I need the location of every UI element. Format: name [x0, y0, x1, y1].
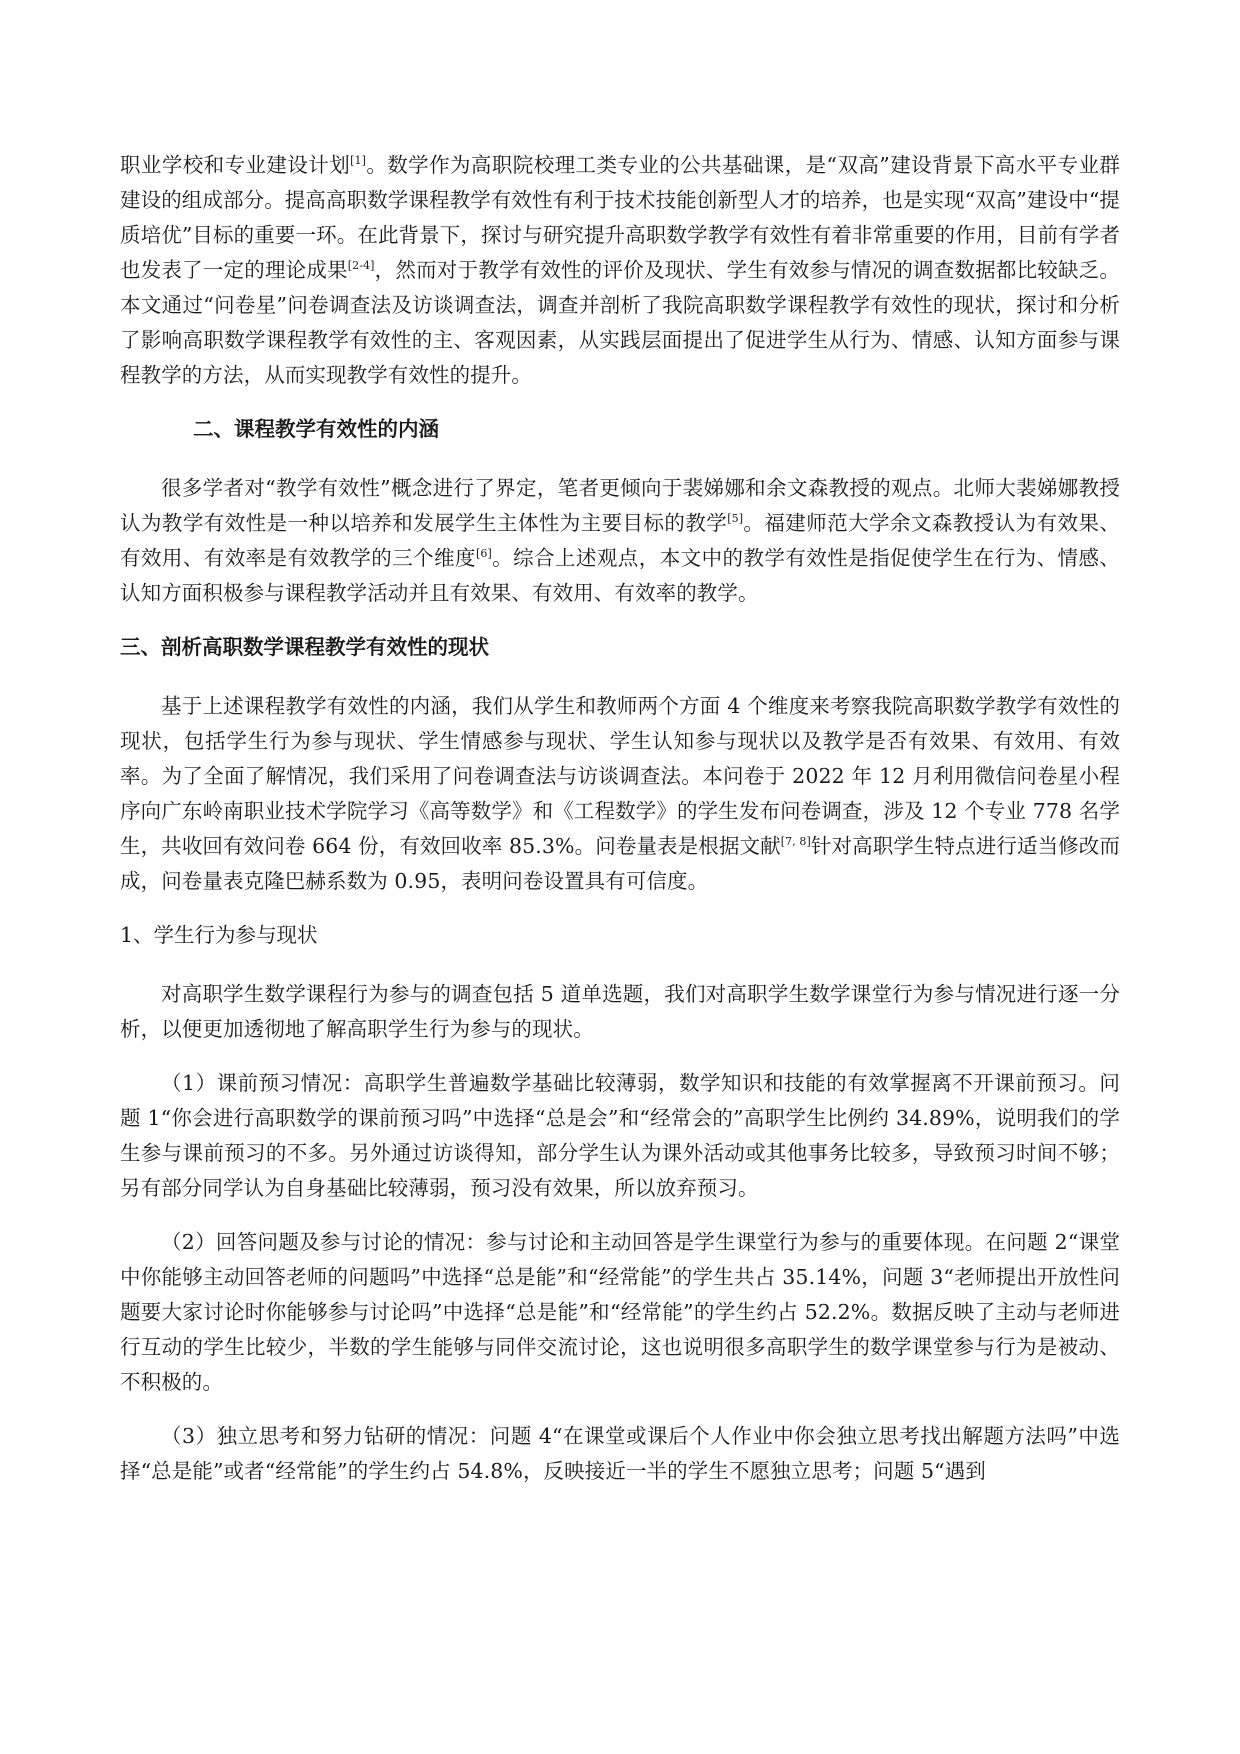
citation[interactable]: [1]	[350, 154, 367, 168]
paper-page	[120, 148, 1120, 1508]
section-heading-3: 三、剖析高职数学课程教学有效性的现状	[120, 635, 489, 659]
text-run: 。福建师范大学余文森教授认为有效果、有效用、有效率是有效教学的三个维度	[120, 511, 1120, 570]
section2-paragraph	[120, 471, 1120, 611]
text-run: 很多学者对“教学有效性”概念进行了界定，笔者更倾向于裴娣娜和余文森教授的观点。北师大裴娣娜教授认为教学有效性是一种以培养和发展学生主体性为主要目标的教学	[120, 476, 1120, 535]
text-run: 。综合上述观点，本文中的教学有效性是指促使学生在行为、情感、认知方面积极参与课程教学活动并且有效果、有效用、有效率的教学。	[120, 546, 1120, 605]
section-heading-2: 二、课程教学有效性的内涵	[193, 417, 439, 441]
citation[interactable]: [7, 8]	[780, 835, 811, 849]
item-3-paragraph: （3）独立思考和努力钻研的情况：问题 4“在课堂或课后个人作业中你会独立思考找出解题方法吗”中选择“总是能”或者“经常能”的学生约占 54.8%，反映接近一半的学生不愿独立思考；问题 5“遇到	[120, 1424, 1120, 1483]
subsection1-intro: 对高职学生数学课程行为参与的调查包括 5 道单选题，我们对高职学生数学课堂行为参与情况进行逐一分析，以便更加透彻地了解高职学生行为参与的现状。	[120, 982, 1120, 1041]
item-1-paragraph: （1）课前预习情况：高职学生普遍数学基础比较薄弱，数学知识和技能的有效掌握离不开课前预习。问题 1“你会进行高职数学的课前预习吗”中选择“总是会”和“经常会的”高职学生比例约 34.89%，说明我们的学生参与课前预习的不多。另外通过访谈得知，部分学生认为课外活动或其他事务比较多，导致预习时间不够；另有部分同学认为自身基础比较薄弱，预习没有效果，所以放弃预习。	[120, 1071, 1120, 1200]
section3-paragraph	[120, 689, 1120, 899]
citation[interactable]: [5]	[727, 512, 744, 526]
intro-paragraph	[120, 148, 1120, 393]
text-run: 基于上述课程教学有效性的内涵，我们从学生和教师两个方面 4 个维度来考察我院高职数学教学有效性的现状，包括学生行为参与现状、学生情感参与现状、学生认知参与现状以及教学是否有效果、有效用、有效率。为了全面了解情况，我们采用了问卷调查法与访谈调查法。本问卷于 2022 年 12 月利用微信问卷星小程序向广东岭南职业技术学院学习《高等数学》和《工程数学》的学生发布问卷调查，涉及 12 个专业 778 名学生，共收回有效问卷 664 份，有效回收率 85.3%。问卷量表是根据文献	[120, 694, 1120, 858]
citation[interactable]: [2-4]	[347, 259, 375, 273]
text-run: 。数学作为高职院校理工类专业的公共基础课，是“双高”建设背景下高水平专业群建设的组成部分。提高高职数学课程教学有效性有利于技术技能创新型人才的培养，也是实现“双高”建设中“提质培优”目标的重要一环。在此背景下，探讨与研究提升高职数学教学有效性有着非常重要的作用，目前有学者也发表了一定的理论成果	[120, 153, 1120, 282]
citation[interactable]: [6]	[475, 547, 492, 561]
text-run: 职业学校和专业建设计划	[120, 153, 351, 177]
text-run: 针对高职学生特点进行适当修改而成，问卷量表克隆巴赫系数为 0.95，表明问卷设置具有可信度。	[120, 834, 1120, 893]
item-2-paragraph: （2）回答问题及参与讨论的情况：参与讨论和主动回答是学生课堂行为参与的重要体现。在问题 2“课堂中你能够主动回答老师的问题吗”中选择“总是能”和“经常能”的学生共占 35.14%，问题 3“老师提出开放性问题要大家讨论时你能够参与讨论吗”中选择“总是能”和“经常能”的学生约占 52.2%。数据反映了主动与老师进行互动的学生比较少，半数的学生能够与同伴交流讨论，这也说明很多高职学生的数学课堂参与行为是被动、不积极的。	[120, 1230, 1120, 1394]
subsection-heading-1: 1、学生行为参与现状	[120, 923, 318, 947]
text-run: ，然而对于教学有效性的评价及现状、学生有效参与情况的调查数据都比较缺乏。本文通过“问卷星”问卷调查法及访谈调查法，调查并剖析了我院高职数学课程教学有效性的现状，探讨和分析了影响高职数学课程教学有效性的主、客观因素，从实践层面提出了促进学生从行为、情感、认知方面参与课程教学的方法，从而实现教学有效性的提升。	[120, 258, 1120, 387]
